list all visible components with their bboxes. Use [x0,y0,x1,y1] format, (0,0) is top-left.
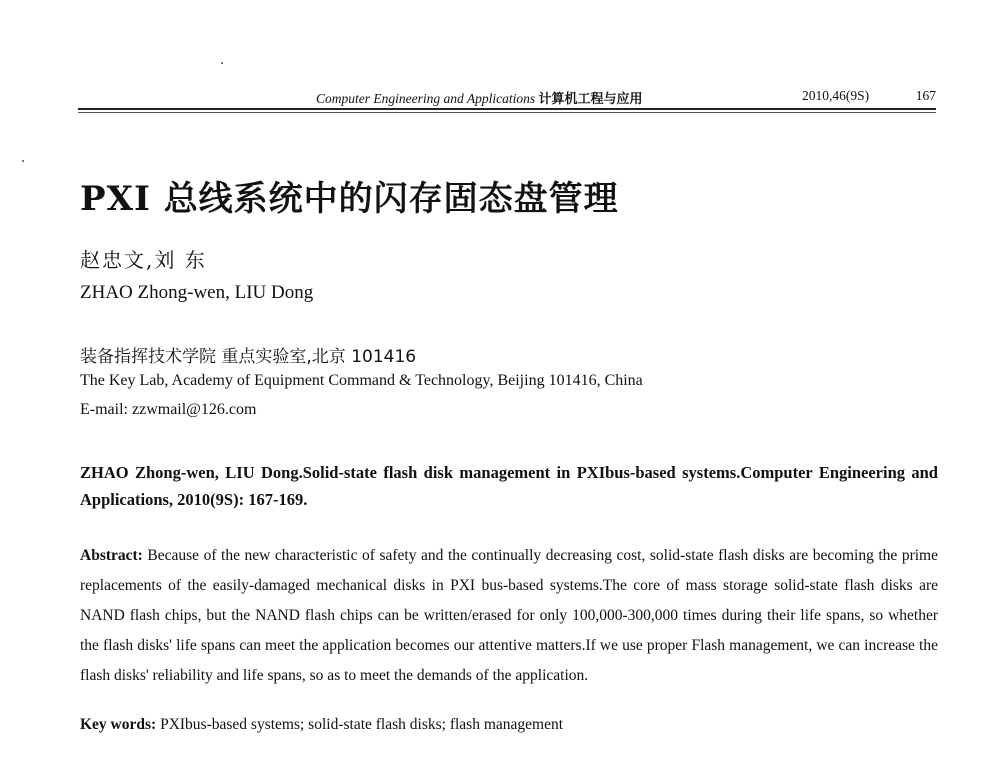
authors-chinese: 赵忠文,刘 东 [80,248,207,272]
issue-number: 2010,46(9S) [802,88,870,103]
page-number: 167 [915,88,936,103]
header-rule-thin [78,112,936,113]
keywords-label: Key words: [80,716,157,733]
running-header [78,88,936,114]
affiliation-english: The Key Lab, Academy of Equipment Command & Technology, Beijing 101416, China [80,372,643,389]
paper-title: PXI 总线系统中的闪存固态盘管理 [80,179,619,219]
abstract-text: Because of the new characteristic of safety and the continually decreasing cost, solid-state flash disks are becoming the prime replacements of the easily-damaged mechanical disks in PXI bus-based systems.The core of mass storage solid-state flash disks are NAND flash chips, but the NAND flash chips can be written/erased for only 100,000-300,000 times during their life spans, so whether the flash disks' life spans can meet the application becomes our attentive matters.If we use proper Flash management, we can increase the flash disks' reliability and life spans, so as to meet the demands of the application. [80,547,938,684]
header-rule [78,108,936,110]
citation: ZHAO Zhong-wen, LIU Dong.Solid-state flash disk management in PXIbus-based systems.Computer Engineering and Applications, 2010(9S): 167-169. [80,463,938,509]
author-email: E-mail: zzwmail@126.com [80,401,257,418]
keywords [80,716,938,734]
scan-speck [221,62,223,64]
journal-name-cn: 计算机工程与应用 [538,92,643,107]
abstract-label: Abstract: [80,547,143,564]
keywords-text: PXIbus-based systems; solid-state flash disks; flash management [160,716,564,733]
affiliation-chinese: 装备指挥技术学院 重点实验室,北京 101416 [80,347,417,367]
authors-english: ZHAO Zhong-wen, LIU Dong [80,282,314,303]
journal-name: Computer Engineering and Applications 计算机工程与应用 [316,91,643,107]
scan-speck [22,160,24,162]
abstract [80,541,938,691]
